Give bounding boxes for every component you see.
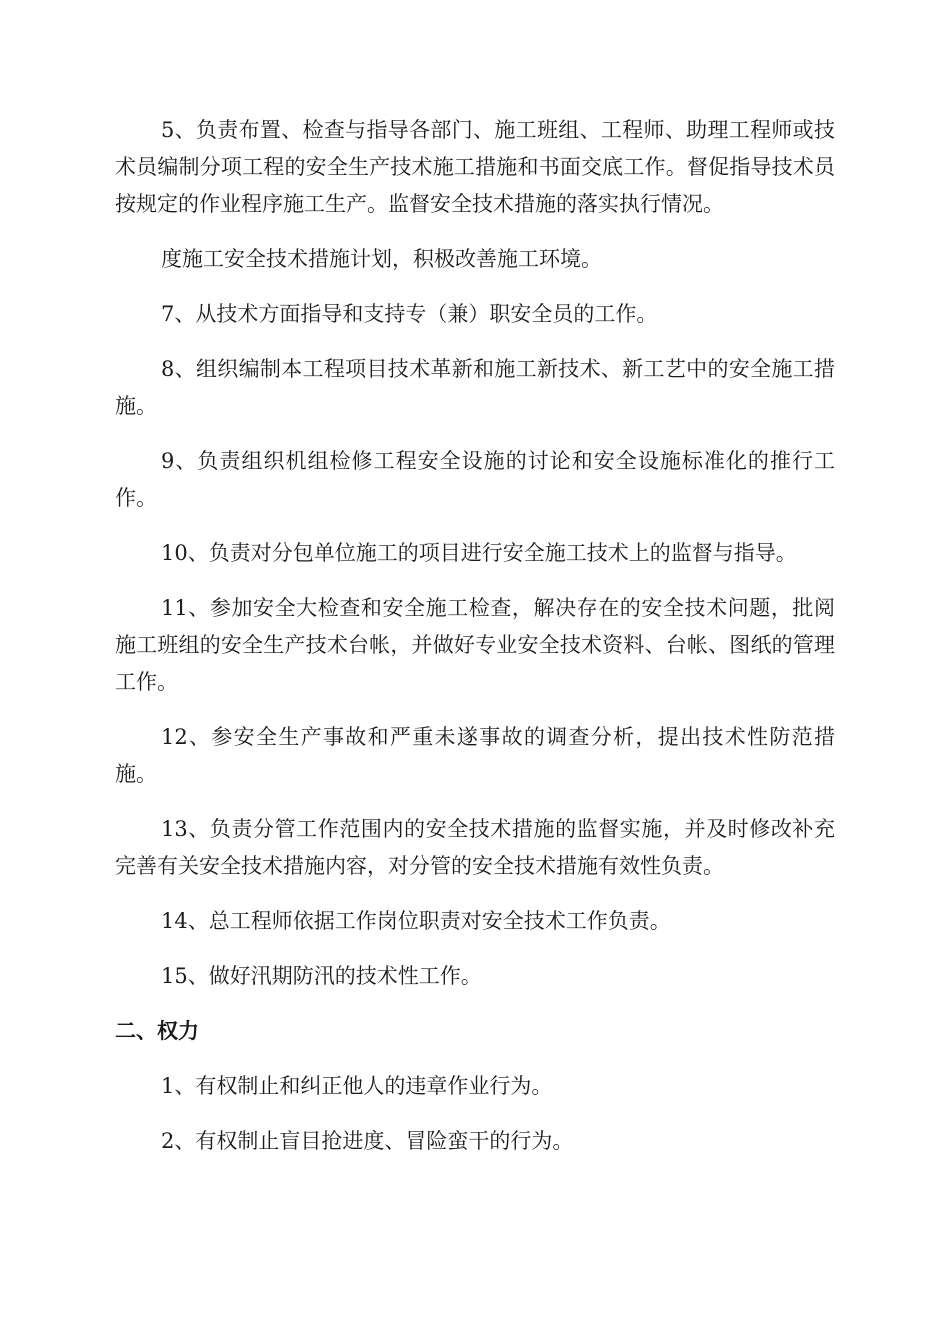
paragraph-item-12: 12、参安全生产事故和严重未遂事故的调查分析，提出技术性防范措施。	[115, 725, 835, 786]
paragraph-item-8: 8、组织编制本工程项目技术革新和施工新技术、新工艺中的安全施工措施。	[115, 357, 835, 418]
paragraph-item-15: 15、做好汛期防汛的技术性工作。	[161, 964, 482, 988]
authority-item-2: 2、有权制止盲目抢进度、冒险蛮干的行为。	[161, 1129, 574, 1153]
paragraph-item-5: 5、负责布置、检查与指导各部门、施工班组、工程师、助理工程师或技术员编制分项工程的安全生产技术施工措施和书面交底工作。督促指导技术员按规定的作业程序施工生产。监督安全技术措施的落实执行情况。	[115, 118, 835, 216]
paragraph-item-13: 13、负责分管工作范围内的安全技术措施的监督实施，并及时修改补充完善有关安全技术措施内容，对分管的安全技术措施有效性负责。	[115, 817, 835, 878]
paragraph-item-9: 9、负责组织机组检修工程安全设施的讨论和安全设施标准化的推行工作。	[115, 449, 835, 510]
document-body	[115, 112, 835, 1178]
paragraph-item-10: 10、负责对分包单位施工的项目进行安全施工技术上的监督与指导。	[161, 541, 797, 565]
paragraph-item-7: 7、从技术方面指导和支持专（兼）职安全员的工作。	[161, 302, 658, 326]
paragraph-item-11: 11、参加安全大检查和安全施工检查，解决存在的安全技术问题，批阅施工班组的安全生产技术台帐，并做好专业安全技术资料、台帐、图纸的管理工作。	[115, 596, 835, 694]
authority-item-1: 1、有权制止和纠正他人的违章作业行为。	[161, 1074, 553, 1098]
paragraph-safety-plan: 度施工安全技术措施计划，积极改善施工环境。	[161, 247, 602, 271]
section-heading-authority: 二、权力	[115, 1019, 199, 1043]
paragraph-item-14: 14、总工程师依据工作岗位职责对安全技术工作负责。	[161, 909, 671, 933]
